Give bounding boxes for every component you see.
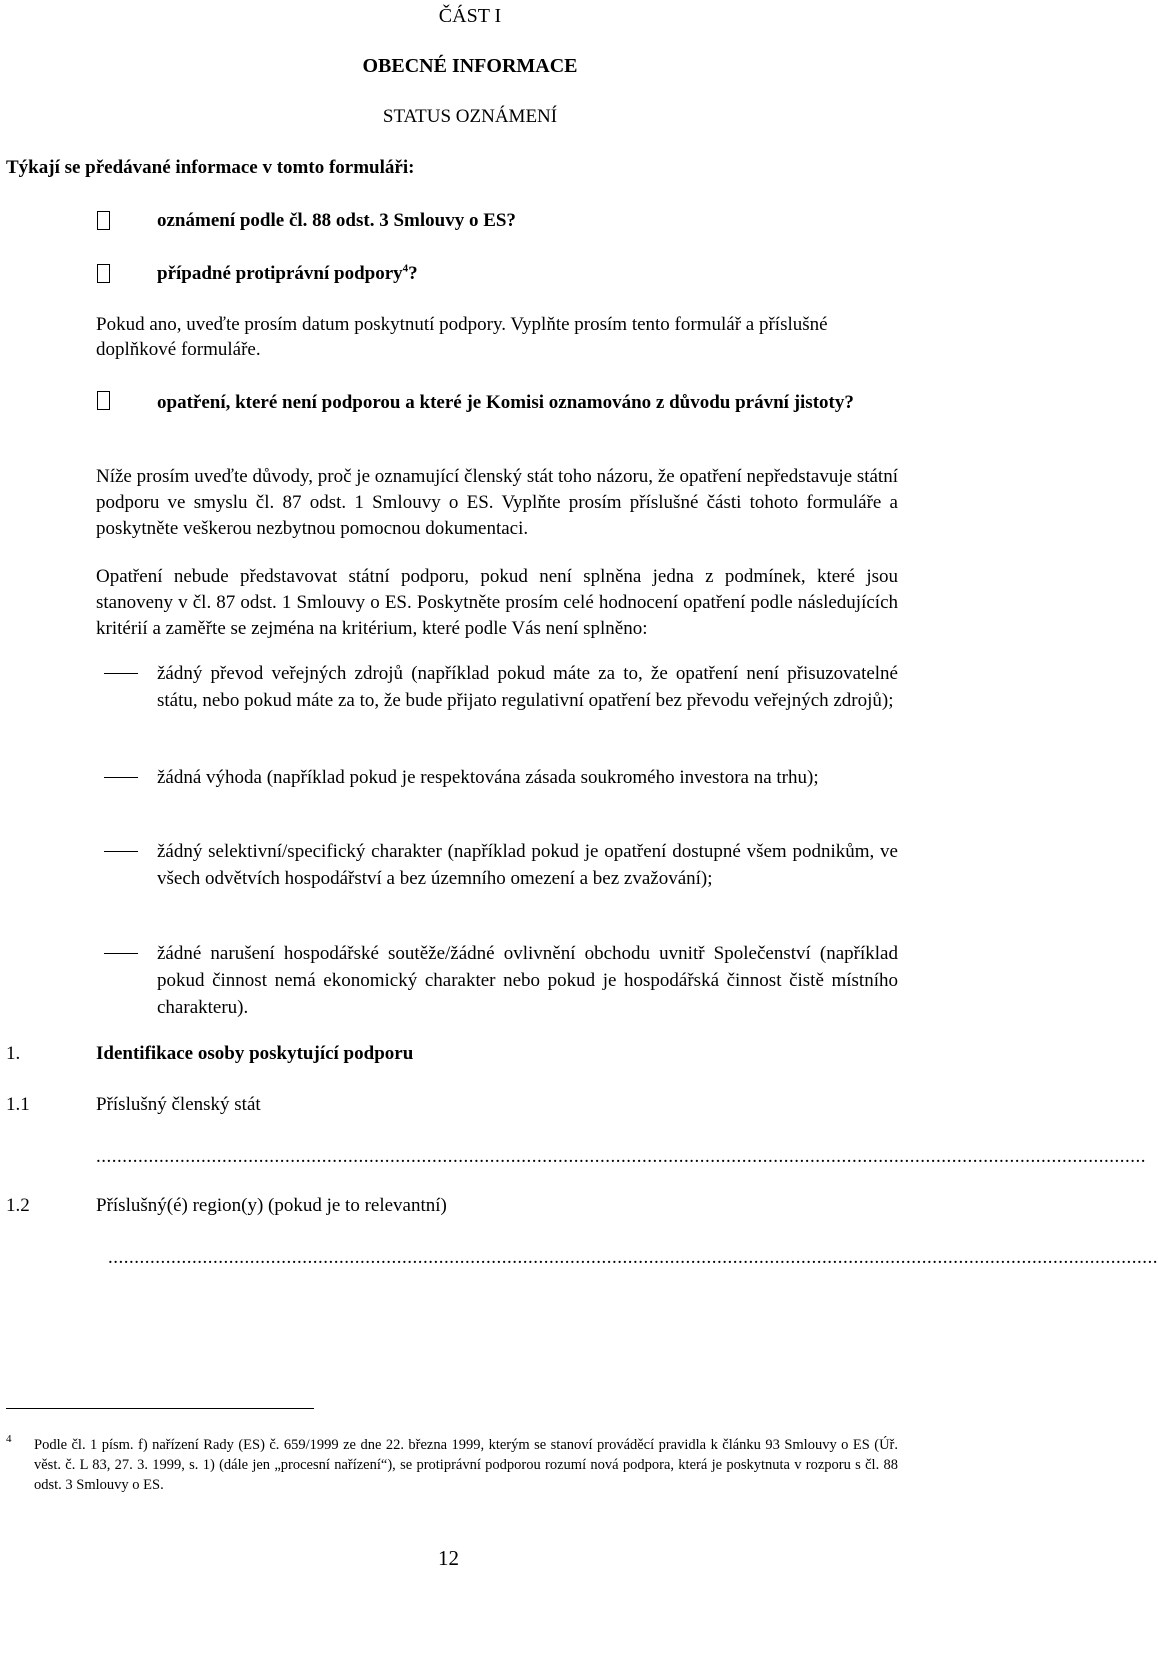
dash-marker [104,953,138,954]
criterion-item: žádný převod veřejných zdrojů (například pokud máte za to, že opatření není přisuzovatelné státu, nebo pokud máte za to, že bude přijato regulativní opatření bez převodu veřejných zdrojů); [157,663,898,711]
region-field[interactable]: ........................................................................................................................................................................................................ [108,1247,1158,1268]
item-1-2-number: 1.2 [6,1195,30,1216]
dash-marker [104,851,138,852]
subsection-heading: STATUS OZNÁMENÍ [382,106,558,127]
footnote-separator [6,1408,314,1409]
option-unlawful-aid-label: případné protiprávní podpory$^4$? [157,262,418,284]
question-text: Týkají se předávané informace v tomto formuláři: [6,157,415,178]
dash-marker [104,673,138,674]
section-number: 1. [6,1043,21,1064]
section-title: Identifikace osoby poskytující podporu [96,1043,414,1064]
option3-note: Níže prosím uveďte důvody, proč je oznamující členský stát toho názoru, že opatření nepředstavuje státní podporu ve smyslu čl. 87 odst. 1 Smlouvy o ES. Vyplňte prosím příslušné části tohoto formuláře a poskytněte veškerou nezbytnou pomocnou dokumentaci. [96,466,898,539]
option-non-aid-label: opatření, které není podporou a které je Komisi oznamováno z důvodu právní jistoty? [157,392,854,413]
checkbox-non-aid-measure[interactable] [97,391,110,410]
checkbox-notification[interactable] [97,211,110,230]
section-heading: OBECNÉ INFORMACE [362,55,578,77]
part-heading: ČÁST I [438,5,502,27]
criterion-item: žádná výhoda (například pokud je respektována zásada soukromého investora na trhu); [157,767,819,788]
member-state-field[interactable]: ........................................................................................................................................................................................................ [96,1146,1146,1167]
option-notification-label: oznámení podle čl. 88 odst. 3 Smlouvy o ES? [157,210,516,231]
criterion-item: žádné narušení hospodářské soutěže/žádné ovlivnění obchodu uvnitř Společenství (například pokud činnost nemá ekonomický charakter nebo pokud je hospodářská činnost čistě místního charakteru). [157,943,898,1018]
footnote-ref: 4 [402,262,409,275]
checkbox-unlawful-aid[interactable] [97,264,110,283]
criteria-intro: Opatření nebude představovat státní podporu, pokud není splněna jedna z podmínek, které jsou stanoveny v čl. 87 odst. 1 Smlouvy o ES. Poskytněte prosím celé hodnocení opatření podle následujících kritérií a zaměřte se zejména na kritérium, které podle Vás není splněno: [96,566,898,639]
option2-note: Pokud ano, uveďte prosím datum poskytnutí podpory. Vyplňte prosím tento formulář a příslušné doplňkové formuláře. [96,314,828,360]
item-1-2-label: Příslušný(é) region(y) (pokud je to relevantní) [96,1195,447,1216]
dash-marker [104,777,138,778]
item-1-1-label: Příslušný členský stát [96,1094,261,1115]
footnote-text: Podle čl. 1 písm. f) nařízení Rady (ES) č. 659/1999 ze dne 22. března 1999, kterým se stanoví prováděcí pravidla k článku 93 Smlouvy o ES (Úř. věst. č. L 83, 27. 3. 1999, s. 1) (dále jen „procesní nařízení“), se protiprávní podporou rozumí nová podpora, která je poskytnuta v rozporu s čl. 88 odst. 3 Smlouvy o ES. [34,1437,898,1493]
page-number: 12 [438,1546,459,1570]
criterion-item: žádný selektivní/specifický charakter (například pokud je opatření dostupné všem podnikům, ve všech odvětvích hospodářství a bez územního omezení a bez zvažování); [157,841,898,889]
item-1-1-number: 1.1 [6,1094,30,1115]
footnote-mark: 4 [6,1433,12,1445]
